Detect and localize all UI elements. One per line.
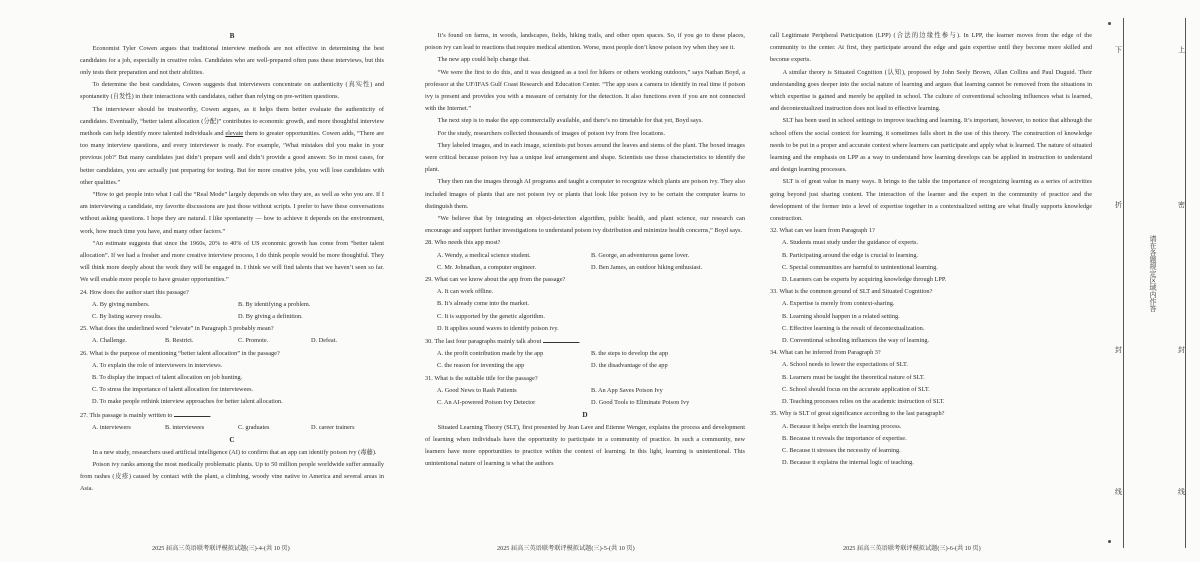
option-27d: D. career trainers — [311, 423, 355, 431]
option-27a: A. interviewers — [92, 423, 131, 431]
option-35b: B. Because it reveals the importance of expertise. — [782, 434, 907, 442]
page-4-column — [80, 30, 384, 495]
question-27: 27. This passage is mainly written to . — [80, 409, 384, 422]
option-24c: C. By listing survey results. — [92, 312, 162, 320]
passage-c-paragraph: For the study, researchers collected thousands of images of poison ivy from five locations. — [437, 129, 666, 137]
passage-c-paragraph: Poison ivy ranks among the most medically problematic plants. Up to 50 million people worldwide suffer annually from rashes (皮疹) caused by contact with the plant, a climbing, woody vine native to America and several areas in Asia. — [80, 460, 384, 493]
page-footer: 2025 届高三英语联考联评模拟试题(三)-4-(共 10 页) — [152, 545, 290, 552]
option-33d: D. Conventional schooling influences the way of learning. — [782, 337, 930, 345]
section-d-heading: D — [582, 411, 588, 420]
option-24d: D. By giving a definition. — [238, 312, 303, 320]
option-31a: A. Good News to Rash Patients — [437, 386, 517, 394]
question-32: 32. What can we learn from Paragraph 1? — [770, 227, 875, 235]
option-31b: B. An App Saves Poison Ivy — [591, 386, 663, 394]
binding-char: 封 — [1115, 346, 1122, 354]
question-35: 35. Why is SLT of great significance according to the last paragraph? — [770, 410, 945, 418]
option-30b: B. the steps to develop the app — [591, 350, 669, 358]
question-33: 33. What is the common ground of SLT and Situated Cognition? — [770, 288, 933, 296]
passage-b-paragraph: To determine the best candidates, Cowen suggests that interviewers concentrate on authenticity (真实性) and spontaneity (自发性) in their interactions with candidates, rather than relying on pre-written questions. — [80, 81, 384, 101]
binding-line-inner — [1123, 18, 1124, 548]
passage-d-paragraph: Situated Learning Theory (SLT), first presented by Jean Lave and Etienne Wenger, explains the process and development of learning when individuals have the opportunity to participate in a community of practice. In such a community, new learners have more opportunities to practice within the context of learning. In this light, learning is unintentional. This unintentional nature of learning is what the authors — [425, 423, 745, 468]
passage-c-paragraph: The next step is to make the app commercially available, and there’s no timetable for that yet, Boyd says. — [437, 117, 703, 125]
option-26d: D. To make people rethink interview approaches for better talent allocation. — [92, 398, 283, 406]
options-row — [425, 360, 745, 372]
option-29c: C. It is supported by the genetic algorithm. — [437, 312, 545, 320]
binding-char: 线 — [1178, 488, 1185, 496]
option-25a: A. Challenge. — [92, 337, 127, 345]
passage-c-paragraph: They labeled images, and in each image, scientists put boxes around the leaves and stems of the plant. The boxed images were critical because poison ivy has a unique leaf arrangement and shape. Scientists use those characteristics to identify the plant. — [425, 141, 745, 174]
options-row — [425, 250, 745, 262]
passage-c-paragraph: It’s found on farms, in woods, landscapes, fields, hiking trails, and other open spaces. So, if you go to these places, poison ivy can lead to reactions that require medical attention. Worse, most people don’t know poison ivy when they see it. — [425, 32, 745, 52]
option-24b: B. By identifying a problem. — [238, 300, 311, 308]
question-30: 30. The last four paragraphs mainly talk about . — [425, 335, 745, 348]
option-34a: A. School needs to lower the expectations of SLT. — [782, 361, 908, 369]
option-35c: C. Because it stresses the necessity of learning. — [782, 446, 901, 454]
options-row — [425, 385, 745, 397]
option-25d: D. Defeat. — [311, 337, 338, 345]
option-32a: A. Students must study under the guidance of experts. — [782, 239, 919, 247]
binding-char: 折 — [1115, 201, 1122, 209]
answer-blank — [174, 409, 210, 417]
passage-b-paragraph: “An estimate suggests that since the 1960s, 20% to 40% of US economic growth has come from “better talent allocation”. If we had a fresher and more creative interview process, I do think people would be more thoughtful. They will think more deeply about the work they will be engaged in. I think we will find talents that we haven’t seen so far. We will enable more people to have greater opportunities.” — [80, 239, 384, 284]
binding-char: 下 — [1115, 46, 1122, 54]
options-row — [80, 299, 384, 311]
passage-c-paragraph: The new app could help change that. — [437, 56, 531, 64]
binding-char: 上 — [1178, 46, 1185, 54]
option-25c: C. Promote. — [238, 337, 269, 345]
passage-c-paragraph: “We were the first to do this, and it was designed as a tool for hikers or others working outdoors,” says Nathan Boyd, a professor at the UF/IFAS Gulf Coast Research and Education Center. “The app uses a camera to identify in real time if poison ivy is present and provides you with a measure of certainty for the detection. It also functions even if you are not connected with the Internet.” — [425, 68, 745, 113]
option-31d: D. Good Tools to Eliminate Poison Ivy — [591, 399, 690, 407]
option-30a: A. the profit contribution made by the app — [437, 350, 544, 358]
option-33a: A. Expertise is merely from context-sharing. — [782, 300, 895, 308]
binding-line-outer — [1185, 18, 1186, 548]
question-24: 24. How does the author start this passage? — [80, 288, 189, 296]
option-27b: B. interviewees — [165, 423, 205, 431]
options-row — [80, 311, 384, 323]
option-34d: D. Teaching processes relies on the academic instruction of SLT. — [782, 398, 945, 406]
option-33c: C. Effective learning is the result of decontextualization. — [782, 324, 925, 332]
option-24a: A. By giving numbers. — [92, 300, 150, 308]
passage-d-paragraph: call Legitimate Peripheral Participation (LPP) (合法的边缘性参与). In LPP, the learner moves from the edge of the community to the center. At first, they participate around the edge and gain expertise until they become more skilled and become experts. — [770, 32, 1092, 64]
page-5-column — [425, 30, 745, 471]
question-25: 25. What does the underlined word “elevate” in Paragraph 3 probably mean? — [80, 325, 274, 333]
options-row — [425, 262, 745, 274]
option-34b: B. Learners must be taught the theoretical nature of SLT. — [782, 373, 925, 381]
option-32b: B. Participating around the edge is crucial to learning. — [782, 251, 919, 259]
passage-d-paragraph: SLT has been used in school settings to improve teaching and learning. It’s important, however, to notice that although the school offers the social context for learning, it sometimes falls short in the use of this theory. The construction of knowledge needs to be put in a proper and accurate context where learners can participate and apply what is learned. The nature of situated learning and the emphasis on LPP as a way to understand how learning develops can be applied in instruction to understand and design learning processes. — [770, 117, 1092, 174]
passage-c-paragraph: “We believe that by integrating an object-detection algorithm, public health, and plant science, our research can encourage and support further investigations to understand poison ivy distribution and minimize health concerns,” Boyd says. — [425, 215, 745, 235]
option-29d: D. It applies sound waves to identify poison ivy. — [437, 324, 559, 332]
option-28d: D. Ben James, an outdoor hiking enthusiast. — [591, 263, 703, 271]
option-30d: D. the disadvantage of the app — [591, 362, 668, 370]
question-26: 26. What is the purpose of mentioning “better talent allocation” in the passage? — [80, 349, 280, 357]
option-26b: B. To display the impact of talent allocation on job hunting. — [92, 373, 243, 381]
passage-d-paragraph: A similar theory is Situated Cognition (认知), proposed by John Seely Brown, Allan Collins and Paul Duguid. Their understanding goes deeper into the social nature of learning and argues that learning cannot be removed from the situations in which expertise is gained and merely be applied in school. The culture of conventional schooling influences what is learned, and decontextualized instruction does not lead to effective learning. — [770, 68, 1092, 113]
question-29: 29. What can we know about the app from the passage? — [425, 276, 566, 284]
section-c-heading: C — [229, 436, 235, 444]
option-30c: C. the reason for inventing the app — [437, 362, 525, 370]
option-32d: D. Learners can be experts by acquiring knowledge through LPP. — [782, 276, 947, 284]
option-28b: B. George, an adventurous game lover. — [591, 251, 690, 259]
passage-b-paragraph: “How to get people into what I call the “Real Mode” largely depends on who they are, as well as who you are. If I am interviewing a candidate, my favorite discussions are just those without scripts. I prefer to have these conversations without asking questions. I hope they are natural. I like spontaneity — how to achieve it depends on the environment, work, how much time you have, and many other factors.” — [80, 190, 384, 235]
passage-c-paragraph: They then ran the images through AI programs and taught a computer to recognize which plants are poison ivy. They also included images of plants that are not poison ivy or plants that look like poison ivy to be certain the computer learns to distinguish them. — [425, 178, 745, 210]
option-35d: D. Because it explains the internal logic of teaching. — [782, 459, 914, 467]
passage-d-paragraph: SLT is of great value in many ways. It brings to the table the importance of recognizing learning as a series of activities going beyond just sharing content. The interaction of the learner and the expert in the community of practice and the development of the former into a level of expertise together in a contextualized setting are what finally supports knowledge construction. — [770, 178, 1092, 223]
passage-c-paragraph: In a new study, researchers used artificial intelligence (AI) to confirm that an app can identify poison ivy (毒藤). — [92, 448, 377, 456]
binding-char: 封 — [1178, 346, 1185, 354]
options-row — [80, 335, 384, 347]
option-29b: B. It’s already come into the market. — [437, 300, 529, 308]
page-6-column — [770, 30, 1092, 469]
page-footer: 2025 届高三英语联考联评模拟试题(三)-6-(共 10 页) — [843, 545, 981, 552]
option-29a: A. It can work offline. — [437, 288, 494, 296]
option-27c: C. graduates — [238, 423, 270, 431]
option-28c: C. Mr. Johnathan, a computer engineer. — [437, 263, 537, 271]
passage-b-paragraph: Economist Tyler Cowen argues that traditional interview methods are not effective in determining the best candidates for a job, especially in creative roles. Candidates who are well-prepared often pass these interviews, but this only tests their preparation and not their abilities. — [80, 44, 384, 76]
underlined-word: elevate — [225, 129, 244, 137]
question-34: 34. What can be inferred from Paragraph 3? — [770, 349, 881, 357]
option-35a: A. Because it helps enrich the learning process. — [782, 422, 902, 430]
option-33b: B. Learning should happen in a related setting. — [782, 312, 900, 320]
options-row — [425, 397, 745, 409]
option-28a: A. Wendy, a medical science student. — [437, 251, 531, 259]
binding-note: 请在各题规定区域内作答 — [1149, 235, 1157, 312]
option-26c: C. To stress the importance of talent allocation for interviewees. — [92, 386, 254, 394]
option-31c: C. An AI-powered Poison Ivy Detector — [437, 399, 536, 407]
page-footer: 2025 届高三英语联考联评模拟试题(三)-5-(共 10 页) — [497, 545, 635, 552]
option-34c: C. School should focus on the accurate application of SLT. — [782, 385, 930, 393]
passage-b-paragraph: The interviewer should be trustworthy, Cowen argues, as it helps them better evaluate the authenticity of candidates. Eventually, “better talent allocation (分配)” contributes to economic growth, and more thoughtful interview methods can help identify more talented individuals and elevate them to greater opportunities. Cowen adds, “There are too many interview questions, and every interviewer is ready. For example, ‘What mistakes did you make in your previous job?’ But many candidates just didn’t prepare well and didn’t provide a good answer. So in most cases, for better candidates, you are actually just preparing for testing. But for more creative jobs, you will lose candidates with other qualities.” — [80, 105, 385, 186]
section-b-heading: B — [229, 32, 235, 40]
binding-char: 密 — [1178, 201, 1185, 209]
option-25b: B. Restrict. — [165, 337, 194, 345]
binding-char: 线 — [1115, 488, 1122, 496]
options-row — [425, 348, 745, 360]
question-31: 31. What is the suitable title for the passage? — [425, 374, 538, 382]
answer-blank — [543, 335, 579, 343]
option-32c: C. Special communities are harmful to unintentional learning. — [782, 263, 938, 271]
options-row — [80, 422, 384, 434]
question-28: 28. Who needs this app most? — [425, 239, 501, 247]
option-26a: A. To explain the role of interviewers in interviews. — [92, 361, 223, 369]
